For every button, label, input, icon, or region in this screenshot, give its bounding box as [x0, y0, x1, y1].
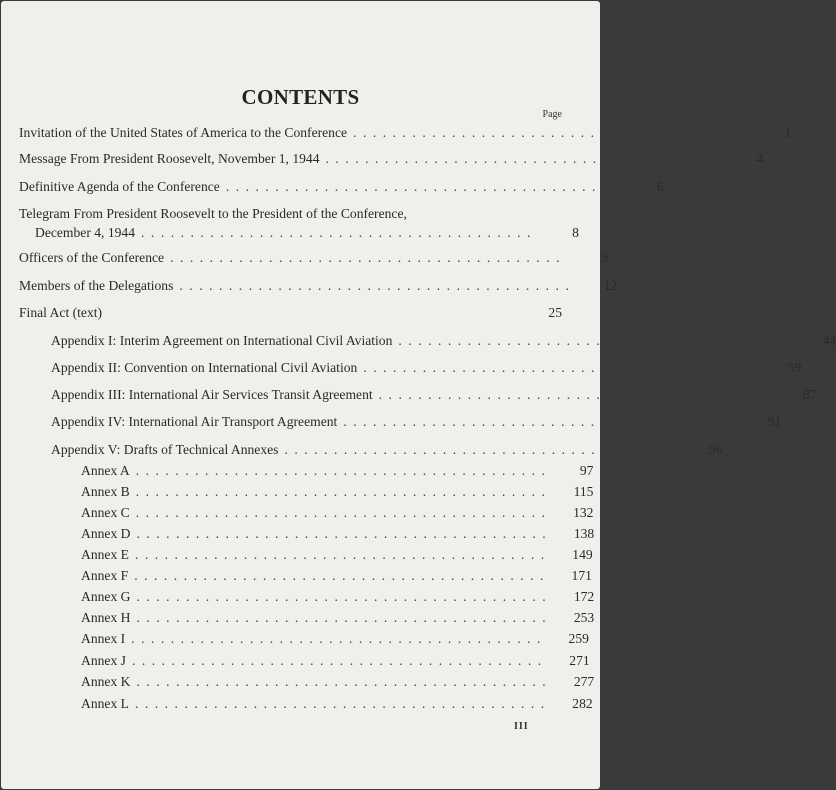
toc-entry-title: Annex C [81, 505, 130, 520]
toc-entry [81, 653, 590, 669]
toc-entry-page: 1 [784, 125, 791, 140]
leader-dots: ........................................ [284, 442, 681, 457]
toc-entry [81, 547, 593, 563]
table-of-contents [1, 1, 836, 789]
leader-dots: .......................................... [135, 505, 552, 520]
toc-entry [19, 151, 764, 167]
toc-entry [51, 414, 782, 430]
toc-entry [81, 696, 593, 712]
toc-entry-page: 44 [822, 333, 836, 348]
toc-entry-title: Invitation of the United States of America to the Conference [19, 125, 348, 140]
toc-entry-title: Annex D [81, 526, 131, 541]
leader-dots: ........................................ [398, 333, 795, 348]
leader-dots: ........................................ [343, 414, 740, 429]
toc-entry-page: 277 [573, 674, 595, 689]
leader-dots: .......................................... [131, 631, 547, 646]
toc-entry [51, 360, 802, 376]
toc-entry-page: 132 [573, 505, 594, 520]
leader-dots: .......................................... [131, 653, 548, 668]
toc-entry-page: 8 [572, 225, 579, 240]
toc-entry-page: 171 [571, 568, 592, 583]
leader-dots: .......................................... [134, 547, 551, 562]
leader-dots: ........................................ [325, 151, 722, 166]
toc-entry [19, 305, 562, 321]
page-title: CONTENTS [241, 85, 360, 109]
toc-entry-page: 97 [579, 463, 594, 478]
page-column-label: Page [542, 109, 562, 120]
toc-entry [81, 631, 589, 647]
leader-dots: .......................................... [136, 674, 553, 689]
toc-entry-page: 172 [573, 589, 595, 604]
toc-entry [51, 442, 723, 458]
page-folio: III [514, 721, 529, 732]
toc-entry [81, 589, 595, 605]
toc-entry [81, 463, 594, 479]
leader-dots: ........................................ [170, 250, 566, 265]
toc-entry-page: 138 [573, 526, 595, 541]
toc-entry-title: Annex E [81, 547, 129, 562]
toc-entry-page: 9 [601, 250, 608, 265]
toc-entry-page: 282 [572, 696, 593, 711]
toc-entry-continuation [19, 225, 579, 241]
toc-entry [81, 610, 595, 626]
toc-entry-title: Appendix II: Convention on International Civil Aviation [51, 360, 358, 375]
toc-entry-title: Annex A [81, 463, 130, 478]
toc-entry [81, 484, 594, 500]
leader-dots: .......................................... [134, 696, 551, 711]
toc-entry-title: Appendix I: Interim Agreement on International Civil Aviation [51, 333, 393, 348]
toc-entry-page: 253 [573, 610, 595, 625]
toc-entry-title: Annex J [81, 653, 126, 668]
toc-entry-title: Members of the Delegations [19, 278, 174, 293]
leader-dots: .......................................... [135, 463, 552, 478]
toc-entry [19, 250, 608, 266]
toc-entry-title: Telegram From President Roosevelt to the President of the Conference, [19, 206, 407, 221]
toc-entry [81, 526, 595, 542]
toc-entry [81, 674, 595, 690]
leader-dots: .......................................... [136, 589, 553, 604]
leader-dots: .......................................... [134, 568, 550, 583]
toc-entry [51, 333, 836, 349]
toc-entry-title: Annex F [81, 568, 129, 583]
toc-entry [51, 387, 817, 403]
toc-entry-title: Officers of the Conference [19, 250, 165, 265]
leader-dots: .......................................... [136, 526, 553, 541]
leader-dots: ........................................ [353, 125, 749, 140]
toc-entry [19, 206, 579, 241]
leader-dots: ........................................ [363, 360, 760, 375]
toc-entry-title-continued: December 4, 1944 [35, 225, 136, 240]
toc-entry-title: Annex L [81, 696, 129, 711]
toc-entry-title: Annex H [81, 610, 131, 625]
toc-entry-page: 271 [569, 653, 590, 668]
toc-entry-page: 149 [572, 547, 593, 562]
leader-dots: ........................................ [141, 225, 537, 240]
toc-entry [19, 278, 618, 294]
toc-entry-page: 6 [656, 179, 664, 194]
toc-entry [81, 505, 594, 521]
toc-entry-title: Appendix IV: International Air Transport Agreement [51, 414, 338, 429]
toc-entry-page: 25 [548, 305, 562, 320]
toc-entry-title: Message From President Roosevelt, November 1, 1944 [19, 151, 320, 166]
toc-entry-title: Appendix V: Drafts of Technical Annexes [51, 442, 279, 457]
toc-entry [19, 179, 664, 195]
toc-entry-title: Annex K [81, 674, 131, 689]
toc-entry [81, 568, 592, 584]
toc-entry-page: 115 [573, 484, 594, 499]
toc-entry [19, 125, 791, 141]
document-page [1, 1, 836, 789]
toc-entry-title: Definitive Agenda of the Conference [19, 179, 220, 194]
toc-entry-page: 259 [568, 631, 589, 646]
toc-entry-page: 91 [767, 414, 782, 429]
leader-dots: ........................................ [179, 278, 576, 293]
leader-dots: ........................................ [225, 179, 622, 194]
leader-dots: .......................................... [135, 484, 552, 499]
toc-entry-page: 59 [787, 360, 802, 375]
toc-entry-title: Annex I [81, 631, 126, 646]
toc-entry-page: 96 [708, 442, 723, 457]
toc-entry-page: 4 [756, 151, 764, 166]
toc-entry-title: Annex G [81, 589, 131, 604]
toc-entry-title: Appendix III: International Air Services Transit Agreement [51, 387, 373, 402]
toc-entry-page: 12 [603, 278, 618, 293]
leader-dots: .......................................... [136, 610, 553, 625]
toc-entry-page: 87 [803, 387, 817, 402]
toc-entry-title: Final Act (text) [19, 305, 103, 320]
leader-dots: ........................................ [378, 387, 775, 402]
toc-entry-title: Annex B [81, 484, 130, 499]
